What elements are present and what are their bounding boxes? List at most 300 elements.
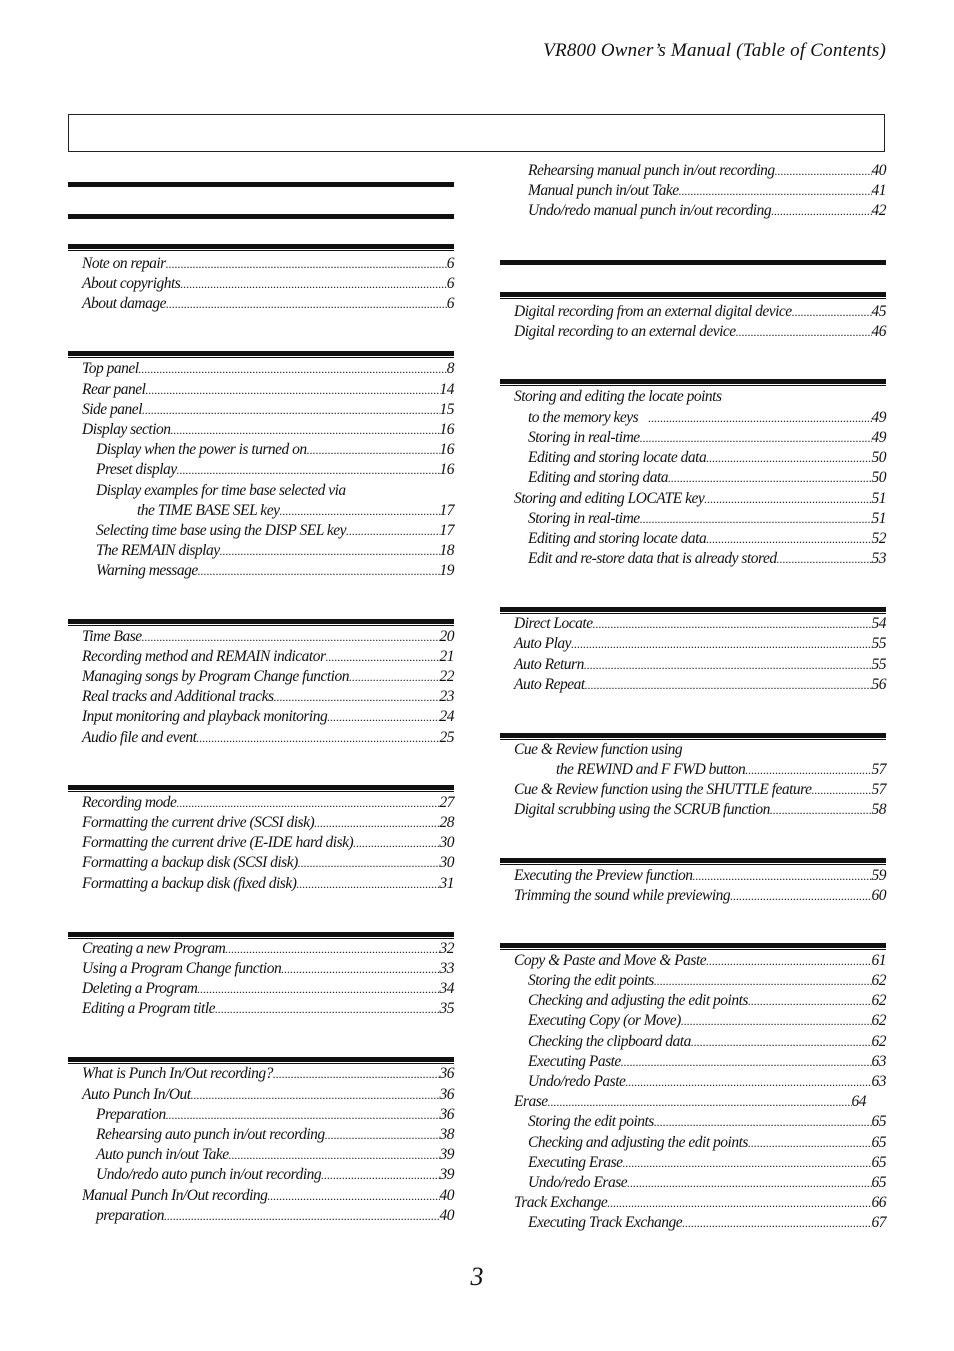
toc-subentry[interactable] [500, 1113, 886, 1133]
toc-entry-page: 17 [439, 522, 454, 539]
section-rule-thin [68, 625, 454, 626]
toc-entry-page: 65 [871, 1174, 886, 1191]
toc-entry-title: Display section [82, 421, 171, 438]
toc-entry-title: the TIME BASE SEL key [137, 502, 280, 519]
toc-subentry[interactable] [68, 522, 454, 542]
toc-entry-title: Cue & Review function using the SHUTTLE feature [514, 781, 812, 798]
toc-leader [745, 763, 871, 778]
chapter-rule [68, 182, 454, 187]
toc-leader [792, 305, 872, 320]
toc-leader [654, 974, 872, 989]
toc-leader [812, 783, 872, 798]
toc-entry-page: 25 [439, 729, 454, 746]
toc-entry-page: 53 [871, 550, 886, 567]
toc-leader [196, 731, 439, 746]
toc-entry-title: Preparation [96, 1106, 166, 1123]
toc-entry-title: Managing songs by Program Change function [82, 668, 349, 685]
toc-entry-page: 35 [439, 1000, 454, 1017]
toc-entry-title: Formatting the current drive (E-IDE hard disk) [82, 834, 354, 851]
toc-entry[interactable] [500, 656, 886, 676]
toc-entry-page: 40 [439, 1187, 454, 1204]
toc-entry-page: 45 [871, 303, 886, 320]
toc-entry-page: 16 [439, 461, 454, 478]
toc-leader [777, 552, 872, 567]
toc-entry-title: About copyrights [82, 275, 181, 292]
section-rule [68, 619, 454, 624]
toc-entry[interactable] [68, 255, 454, 275]
toc-leader [142, 630, 440, 645]
toc-leader [166, 297, 447, 312]
toc-leader [706, 451, 871, 466]
toc-entry-title: Checking and adjusting the edit points [528, 992, 748, 1009]
toc-entry-title: Rehearsing manual punch in/out recording [528, 162, 775, 179]
toc-leader [571, 637, 871, 652]
toc-subentry[interactable] [500, 449, 886, 469]
section-rule-thin [68, 250, 454, 251]
toc-subentry[interactable] [500, 510, 886, 530]
toc-entry-page: 58 [871, 801, 886, 818]
toc-entry-title: Checking the clipboard data [528, 1033, 691, 1050]
toc-entry[interactable] [68, 854, 454, 874]
toc-leader [267, 1189, 439, 1204]
toc-entry-title: Preset display [96, 461, 177, 478]
toc-leader [679, 184, 872, 199]
toc-entry-page: 27 [439, 794, 454, 811]
toc-leader [279, 504, 439, 519]
toc-subentry[interactable] [68, 1126, 454, 1146]
toc-entry-title: Trimming the sound while previewing [514, 887, 731, 904]
toc-entry-title: Creating a new Program [82, 940, 226, 957]
toc-leader [691, 1035, 872, 1050]
toc-entry-title: Time Base [82, 628, 142, 645]
toc-leader [593, 617, 872, 632]
toc-entry-page: 36 [439, 1106, 454, 1123]
toc-leader [197, 982, 439, 997]
toc-leader [770, 803, 872, 818]
section-rule [500, 943, 886, 948]
section-rule-thin [500, 864, 886, 865]
toc-entry-page: 63 [871, 1073, 886, 1090]
toc-entry-page: 6 [446, 255, 454, 272]
toc-subentry[interactable] [68, 482, 454, 502]
toc-entry-title: Recording method and REMAIN indicator [82, 648, 326, 665]
toc-subentry[interactable] [500, 1214, 886, 1234]
toc-subentry[interactable] [500, 1154, 886, 1174]
document-title: VR800 Owner’s Manual (Table of Contents) [543, 40, 886, 61]
toc-subentry[interactable] [500, 1012, 886, 1032]
toc-entry-page: 50 [871, 449, 886, 466]
toc-entry-title: Formatting the current drive (SCSI disk) [82, 814, 315, 831]
toc-entry-page: 16 [439, 421, 454, 438]
toc-entry-title: Executing Copy (or Move) [528, 1012, 681, 1029]
toc-entry[interactable] [68, 1086, 454, 1106]
toc-entry[interactable] [68, 980, 454, 1000]
toc-leader [314, 816, 439, 831]
toc-leader [346, 524, 439, 539]
toc-entry[interactable] [500, 323, 886, 343]
toc-entry-page: 22 [439, 668, 454, 685]
toc-entry-title: to the memory keys [528, 409, 639, 426]
section-rule-thin [68, 938, 454, 939]
toc-entry-page: 40 [439, 1207, 454, 1224]
toc-entry-page: 36 [439, 1086, 454, 1103]
toc-entry-page: 6 [446, 295, 454, 312]
section-rule [500, 858, 886, 863]
toc-subentry[interactable] [68, 461, 454, 481]
toc-entry-page: 50 [871, 469, 886, 486]
toc-entry-title: Executing the Preview function [514, 867, 693, 884]
toc-entry-title: Track Exchange [514, 1194, 608, 1211]
toc-entry-title: Selecting time base using the DISP SEL key [96, 522, 347, 539]
toc-leader [307, 443, 440, 458]
toc-entry-title: Copy & Paste and Move & Paste [514, 952, 707, 969]
toc-entry[interactable] [68, 1187, 454, 1207]
toc-entry-title: Rear panel [82, 381, 146, 398]
toc-entry[interactable] [68, 814, 454, 834]
toc-entry-page: 34 [439, 980, 454, 997]
toc-leader [640, 512, 872, 527]
toc-leader [585, 678, 872, 693]
toc-entry-title: Deleting a Program [82, 980, 198, 997]
toc-subentry[interactable] [500, 550, 886, 570]
toc-entry-page: 57 [871, 761, 886, 778]
toc-entry[interactable] [68, 295, 454, 315]
toc-entry[interactable] [500, 867, 886, 887]
chapter-rule [68, 214, 454, 219]
toc-leader [775, 164, 872, 179]
toc-entry-page: 51 [871, 490, 886, 507]
section-rule-thin [500, 949, 886, 950]
toc-entry-page: 32 [439, 940, 454, 957]
toc-leader [621, 1055, 872, 1070]
toc-entry[interactable] [500, 741, 886, 761]
toc-entry[interactable] [500, 676, 886, 696]
toc-entry-page: 62 [871, 972, 886, 989]
toc-leader [623, 1156, 872, 1171]
toc-entry-title: Digital recording from an external digital device [514, 303, 792, 320]
toc-entry-title: Executing Paste [528, 1053, 621, 1070]
toc-leader [321, 1168, 439, 1183]
toc-entry[interactable] [68, 648, 454, 668]
toc-leader [736, 325, 872, 340]
toc-entry[interactable] [500, 303, 886, 323]
toc-entry[interactable] [68, 794, 454, 814]
toc-entry-page: 60 [871, 887, 886, 904]
toc-leader [177, 463, 440, 478]
toc-leader [706, 532, 871, 547]
toc-entry[interactable] [68, 708, 454, 728]
section-rule-thin [500, 613, 886, 614]
toc-entry-title: Undo/redo manual punch in/out recording [528, 202, 772, 219]
section-rule [68, 785, 454, 790]
toc-entry[interactable] [68, 875, 454, 895]
toc-entry[interactable] [68, 729, 454, 749]
section-rule-thin [68, 791, 454, 792]
toc-entry-page: 62 [871, 1033, 886, 1050]
toc-leader [627, 1176, 871, 1191]
toc-entry-page: 54 [871, 615, 886, 632]
toc-entry[interactable] [68, 960, 454, 980]
toc-entry-page: 63 [871, 1053, 886, 1070]
toc-entry-continuation[interactable] [500, 761, 886, 781]
toc-entry-page: 23 [439, 688, 454, 705]
toc-subentry[interactable] [500, 182, 886, 202]
toc-leader [706, 954, 871, 969]
toc-leader [220, 544, 440, 559]
toc-entry-page: 46 [871, 323, 886, 340]
toc-entry-page: 24 [439, 708, 454, 725]
toc-entry-page: 67 [871, 1214, 886, 1231]
toc-entry-page: 38 [439, 1126, 454, 1143]
toc-entry-title: The REMAIN display [96, 542, 220, 559]
chapter-rule [500, 260, 886, 265]
toc-entry-page: 39 [439, 1166, 454, 1183]
toc-leader [648, 411, 871, 426]
toc-entry-page: 49 [871, 429, 886, 446]
section-rule [68, 1057, 454, 1062]
toc-entry[interactable] [500, 1194, 886, 1214]
toc-entry-page: 28 [439, 814, 454, 831]
toc-entry-title: Input monitoring and playback monitoring [82, 708, 328, 725]
section-rule [500, 733, 886, 738]
toc-subentry[interactable] [500, 1053, 886, 1073]
toc-entry[interactable] [500, 490, 886, 510]
toc-entry-page: 56 [871, 676, 886, 693]
toc-leader [607, 1196, 871, 1211]
toc-subentry-continuation[interactable] [68, 502, 454, 522]
toc-entry-page: 15 [439, 401, 454, 418]
toc-entry-title: Rehearsing auto punch in/out recording [96, 1126, 325, 1143]
toc-entry-title: Digital recording to an external device [514, 323, 736, 340]
section-rule-thin [68, 357, 454, 358]
toc-leader [681, 1014, 872, 1029]
toc-leader [139, 362, 447, 377]
toc-entry-title: Storing and editing the locate points [514, 388, 722, 405]
toc-entry-title: Side panel [82, 401, 142, 418]
toc-entry-page: 18 [439, 542, 454, 559]
toc-entry-page: 57 [871, 781, 886, 798]
toc-entry-title: Auto Return [514, 656, 584, 673]
toc-leader [166, 1108, 440, 1123]
toc-subentry[interactable] [500, 1073, 886, 1093]
toc-leader [326, 650, 440, 665]
toc-subentry[interactable] [500, 972, 886, 992]
toc-entry[interactable] [500, 615, 886, 635]
toc-leader [180, 277, 446, 292]
toc-entry[interactable] [500, 781, 886, 801]
toc-entry[interactable] [68, 401, 454, 421]
toc-entry-title: Editing a Program title [82, 1000, 216, 1017]
toc-entry-title: Direct Locate [514, 615, 593, 632]
toc-entry-title: Real tracks and Additional tracks [82, 688, 274, 705]
toc-subentry[interactable] [500, 202, 886, 222]
toc-entry-page: 51 [871, 510, 886, 527]
toc-entry[interactable] [68, 360, 454, 380]
toc-leader [327, 710, 439, 725]
toc-subentry[interactable] [68, 1166, 454, 1186]
toc-entry-title: What is Punch In/Out recording? [82, 1065, 273, 1082]
toc-subentry[interactable] [68, 1146, 454, 1166]
toc-entry-page: 55 [871, 656, 886, 673]
toc-subentry[interactable] [500, 530, 886, 550]
toc-entry-title: Formatting a backup disk (fixed disk) [82, 875, 297, 892]
section-rule-thin [500, 385, 886, 386]
toc-entry-title: Manual Punch In/Out recording [82, 1187, 268, 1204]
toc-leader [748, 994, 872, 1009]
toc-subentry[interactable] [68, 562, 454, 582]
toc-subentry[interactable] [500, 1174, 886, 1194]
section-rule [68, 244, 454, 249]
toc-entry[interactable] [68, 688, 454, 708]
toc-entry[interactable] [68, 1000, 454, 1020]
toc-entry-page: 49 [871, 409, 886, 426]
toc-entry-title: Display when the power is turned on [96, 441, 307, 458]
toc-leader [771, 204, 871, 219]
toc-leader [704, 492, 871, 507]
toc-leader [693, 869, 872, 884]
toc-entry-page: 19 [439, 562, 454, 579]
toc-leader [145, 383, 439, 398]
toc-entry[interactable] [68, 421, 454, 441]
toc-entry-title: Top panel [82, 360, 139, 377]
toc-entry-title: Undo/redo Erase [528, 1174, 628, 1191]
toc-entry[interactable] [68, 940, 454, 960]
toc-entry[interactable] [500, 801, 886, 821]
toc-entry-page: 41 [871, 182, 886, 199]
toc-leader [349, 670, 440, 685]
toc-entry-title: Undo/redo auto punch in/out recording [96, 1166, 322, 1183]
toc-subentry[interactable] [500, 1134, 886, 1154]
toc-leader [353, 836, 439, 851]
toc-subentry[interactable] [68, 441, 454, 461]
toc-subentry[interactable] [500, 1033, 886, 1053]
toc-leader [298, 856, 440, 871]
toc-entry-title: the REWIND and F FWD button [556, 761, 746, 778]
toc-entry-page: 30 [439, 834, 454, 851]
toc-entry-title: Display examples for time base selected via [96, 482, 346, 499]
toc-entry-page: 59 [871, 867, 886, 884]
toc-entry-title: preparation [96, 1207, 164, 1224]
toc-leader [171, 423, 440, 438]
toc-subentry[interactable] [500, 469, 886, 489]
toc-entry[interactable] [500, 952, 886, 972]
toc-subentry[interactable] [500, 429, 886, 449]
toc-entry-page: 17 [439, 502, 454, 519]
section-rule [500, 379, 886, 384]
toc-entry[interactable] [68, 668, 454, 688]
toc-entry-page: 36 [439, 1065, 454, 1082]
toc-leader [296, 877, 439, 892]
toc-entry[interactable] [68, 275, 454, 295]
toc-entry-title: Storing the edit points [528, 972, 654, 989]
toc-entry-page: 30 [439, 854, 454, 871]
toc-entry-page: 52 [871, 530, 886, 547]
toc-entry[interactable] [500, 887, 886, 907]
toc-leader [668, 471, 872, 486]
toc-leader [274, 690, 440, 705]
section-rule [68, 932, 454, 937]
toc-entry-title: Executing Erase [528, 1154, 623, 1171]
page-number: 3 [470, 1262, 484, 1291]
toc-leader [654, 1115, 872, 1130]
toc-entry[interactable] [68, 628, 454, 648]
section-rule-thin [500, 298, 886, 299]
toc-leader [584, 658, 872, 673]
toc-subentry[interactable] [68, 542, 454, 562]
toc-entry[interactable] [500, 635, 886, 655]
toc-entry-title: Auto Play [514, 635, 572, 652]
section-rule [500, 292, 886, 297]
toc-entry-title: Auto Repeat [514, 676, 585, 693]
toc-entry[interactable] [68, 1065, 454, 1085]
toc-entry-continuation[interactable] [500, 409, 886, 429]
toc-leader [748, 1136, 872, 1151]
toc-leader [730, 889, 871, 904]
toc-entry-page: 62 [871, 992, 886, 1009]
toc-entry-title: Warning message [96, 562, 198, 579]
toc-entry-page: 42 [871, 202, 886, 219]
toc-leader [191, 1088, 440, 1103]
toc-entry[interactable] [68, 834, 454, 854]
toc-entry-page: 39 [439, 1146, 454, 1163]
toc-subentry[interactable] [500, 162, 886, 182]
toc-entry-page: 66 [871, 1194, 886, 1211]
toc-entry-title: Erase [514, 1093, 548, 1110]
toc-entry[interactable] [500, 388, 886, 408]
title-box [68, 114, 885, 152]
toc-entry-page: 65 [871, 1134, 886, 1151]
toc-entry-page: 20 [439, 628, 454, 645]
toc-entry-page: 33 [439, 960, 454, 977]
toc-leader [640, 431, 872, 446]
toc-entry-page: 65 [871, 1113, 886, 1130]
toc-entry-title: About damage [82, 295, 166, 312]
section-rule-thin [68, 1063, 454, 1064]
toc-entry-title: Executing Track Exchange [528, 1214, 683, 1231]
toc-leader [273, 1067, 440, 1082]
toc-entry-page: 16 [439, 441, 454, 458]
toc-leader [281, 962, 439, 977]
toc-entry-page: 40 [871, 162, 886, 179]
toc-leader [625, 1075, 871, 1090]
toc-leader [198, 564, 440, 579]
toc-entry[interactable] [68, 381, 454, 401]
toc-entry[interactable] [500, 1093, 886, 1113]
toc-entry-page: 8 [446, 360, 454, 377]
toc-entry-page: 64 [851, 1093, 866, 1110]
toc-entry-title: Storing the edit points [528, 1113, 654, 1130]
toc-leader [682, 1216, 871, 1231]
toc-entry-page: 21 [439, 648, 454, 665]
toc-leader [225, 942, 439, 957]
toc-entry-page: 6 [446, 275, 454, 292]
toc-entry-title: Note on repair [82, 255, 166, 272]
toc-subentry[interactable] [500, 992, 886, 1012]
toc-entry-title: Undo/redo Paste [528, 1073, 626, 1090]
toc-leader [176, 796, 439, 811]
toc-subentry[interactable] [68, 1106, 454, 1126]
toc-subentry[interactable] [68, 1207, 454, 1227]
toc-entry-title: Formatting a backup disk (SCSI disk) [82, 854, 298, 871]
section-rule [68, 351, 454, 356]
section-rule-thin [500, 739, 886, 740]
toc-entry-title: Checking and adjusting the edit points [528, 1134, 748, 1151]
toc-entry-title: Edit and re-store data that is already stored [528, 550, 777, 567]
toc-entry-title: Editing and storing locate data [528, 449, 707, 466]
section-rule [500, 607, 886, 612]
toc-entry-title: Recording mode [82, 794, 177, 811]
toc-entry-title: Storing in real-time [528, 510, 640, 527]
